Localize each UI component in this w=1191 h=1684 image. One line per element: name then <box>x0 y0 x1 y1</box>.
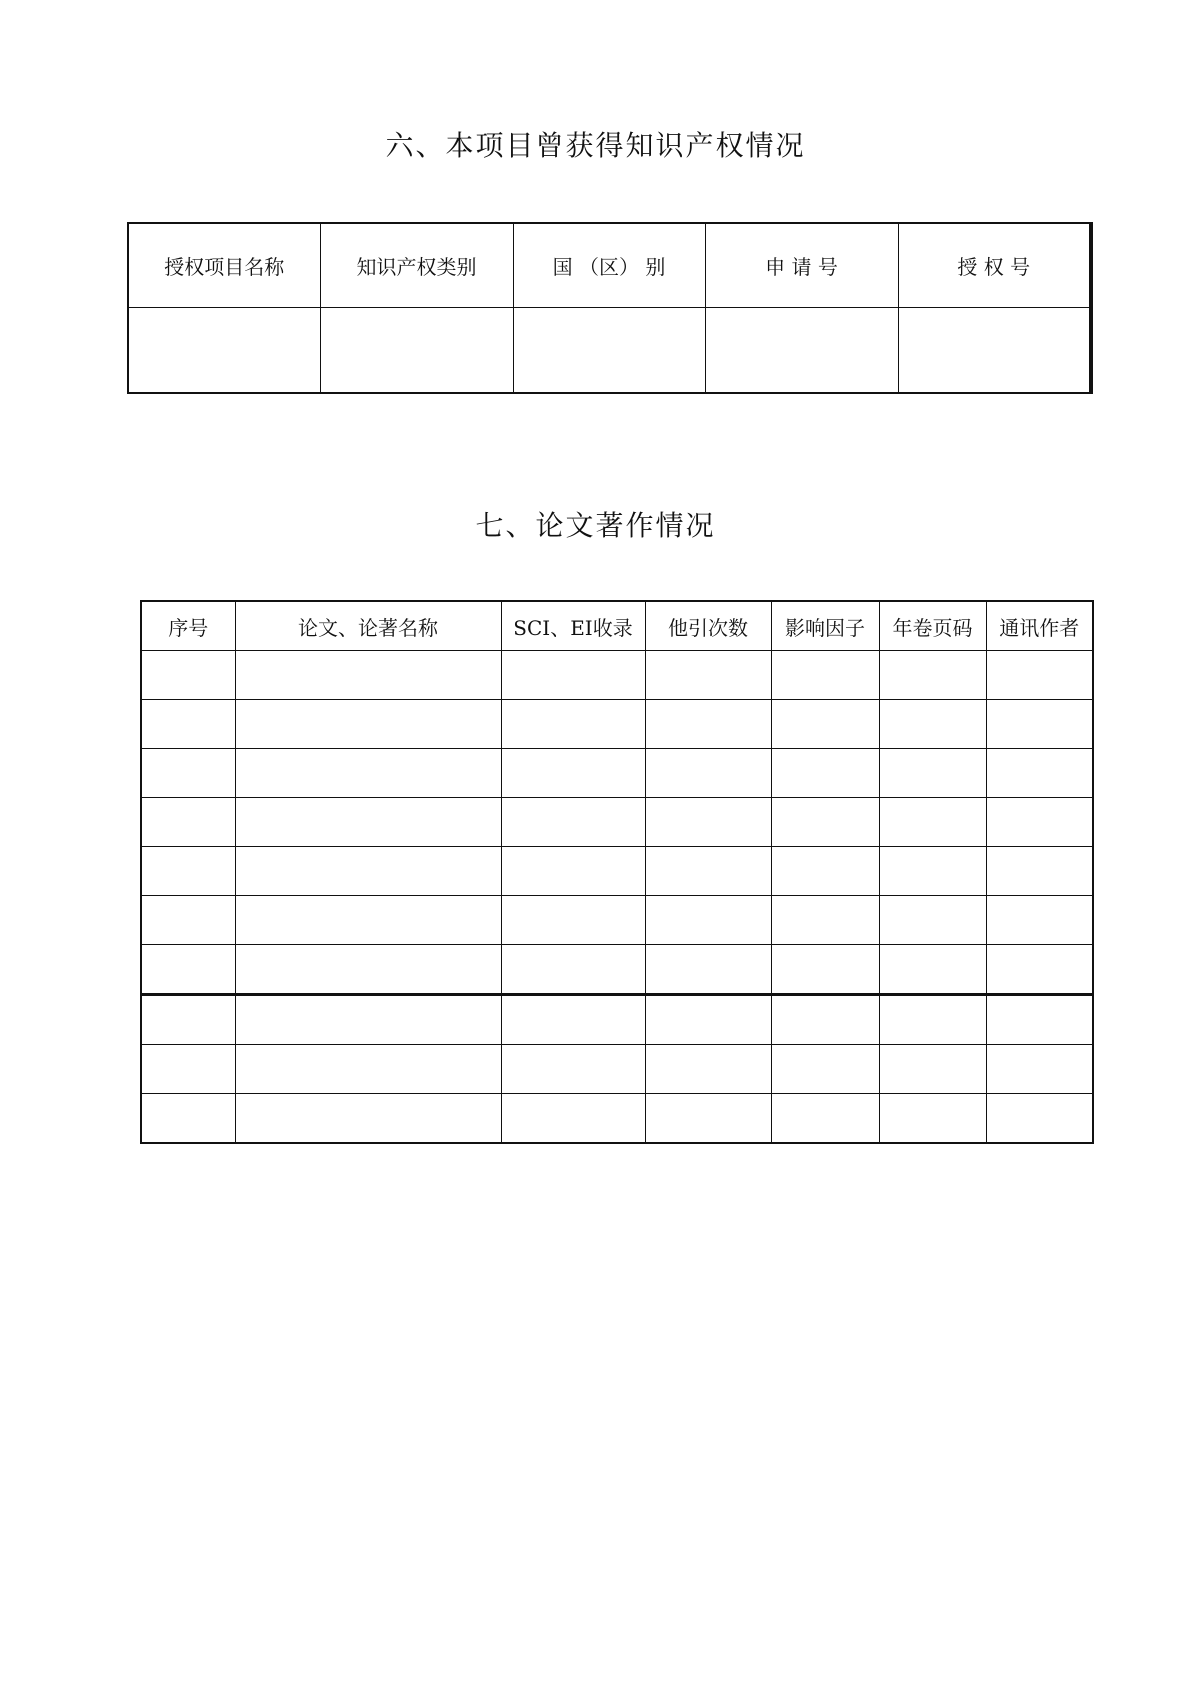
papers-cell-impact-factor[interactable] <box>771 651 879 700</box>
papers-cell-year-volume-page[interactable] <box>879 896 986 945</box>
papers-header-title: 论文、论著名称 <box>235 601 501 651</box>
papers-cell-title[interactable] <box>235 995 501 1045</box>
papers-header-row <box>141 601 1093 651</box>
papers-cell-citations[interactable] <box>645 798 771 847</box>
papers-cell-corresponding-author[interactable] <box>986 798 1093 847</box>
ip-table <box>127 222 1093 394</box>
ip-row <box>128 308 1091 394</box>
papers-cell-title[interactable] <box>235 749 501 798</box>
papers-cell-sci-ei[interactable] <box>501 749 645 798</box>
ip-header-application-number: 申 请 号 <box>705 223 898 308</box>
papers-header-citations: 他引次数 <box>645 601 771 651</box>
papers-header-impact-factor: 影响因子 <box>771 601 879 651</box>
papers-cell-title[interactable] <box>235 798 501 847</box>
papers-cell-citations[interactable] <box>645 749 771 798</box>
table-row <box>141 1045 1093 1094</box>
papers-cell-corresponding-author[interactable] <box>986 847 1093 896</box>
papers-cell-citations[interactable] <box>645 1045 771 1094</box>
papers-cell-citations[interactable] <box>645 896 771 945</box>
ip-header-ip-category: 知识产权类别 <box>320 223 513 308</box>
papers-cell-sci-ei[interactable] <box>501 1094 645 1144</box>
papers-cell-title[interactable] <box>235 1045 501 1094</box>
papers-cell-sci-ei[interactable] <box>501 651 645 700</box>
papers-cell-sci-ei[interactable] <box>501 995 645 1045</box>
papers-cell-year-volume-page[interactable] <box>879 798 986 847</box>
papers-cell-sci-ei[interactable] <box>501 847 645 896</box>
papers-cell-corresponding-author[interactable] <box>986 651 1093 700</box>
papers-cell-impact-factor[interactable] <box>771 700 879 749</box>
papers-cell-index[interactable] <box>141 945 235 995</box>
papers-cell-title[interactable] <box>235 896 501 945</box>
papers-cell-corresponding-author[interactable] <box>986 995 1093 1045</box>
table-row <box>141 700 1093 749</box>
ip-cell-grant-number[interactable] <box>898 308 1091 394</box>
ip-header-country: 国 （区） 别 <box>513 223 705 308</box>
papers-cell-year-volume-page[interactable] <box>879 847 986 896</box>
papers-cell-impact-factor[interactable] <box>771 798 879 847</box>
papers-cell-impact-factor[interactable] <box>771 1094 879 1144</box>
papers-cell-index[interactable] <box>141 847 235 896</box>
papers-cell-title[interactable] <box>235 1094 501 1144</box>
papers-cell-index[interactable] <box>141 1045 235 1094</box>
papers-cell-year-volume-page[interactable] <box>879 749 986 798</box>
papers-cell-sci-ei[interactable] <box>501 896 645 945</box>
papers-cell-corresponding-author[interactable] <box>986 1045 1093 1094</box>
papers-cell-citations[interactable] <box>645 995 771 1045</box>
ip-cell-application-number[interactable] <box>705 308 898 394</box>
ip-cell-project-name[interactable] <box>128 308 320 394</box>
table-row <box>141 847 1093 896</box>
papers-cell-sci-ei[interactable] <box>501 798 645 847</box>
papers-cell-year-volume-page[interactable] <box>879 1094 986 1144</box>
papers-header-sci-ei: SCI、EI收录 <box>501 601 645 651</box>
papers-header-index: 序号 <box>141 601 235 651</box>
table-row <box>141 798 1093 847</box>
papers-cell-index[interactable] <box>141 651 235 700</box>
papers-cell-citations[interactable] <box>645 945 771 995</box>
table-row <box>141 749 1093 798</box>
papers-cell-year-volume-page[interactable] <box>879 995 986 1045</box>
papers-cell-sci-ei[interactable] <box>501 945 645 995</box>
table-row <box>141 896 1093 945</box>
papers-cell-year-volume-page[interactable] <box>879 651 986 700</box>
papers-cell-citations[interactable] <box>645 651 771 700</box>
papers-header-year-volume-page: 年卷页码 <box>879 601 986 651</box>
papers-cell-corresponding-author[interactable] <box>986 896 1093 945</box>
papers-cell-corresponding-author[interactable] <box>986 945 1093 995</box>
papers-cell-citations[interactable] <box>645 700 771 749</box>
papers-cell-impact-factor[interactable] <box>771 995 879 1045</box>
ip-cell-ip-category[interactable] <box>320 308 513 394</box>
ip-section-title: 六、本项目曾获得知识产权情况 <box>385 129 806 162</box>
papers-cell-impact-factor[interactable] <box>771 896 879 945</box>
papers-cell-citations[interactable] <box>645 847 771 896</box>
table-row <box>141 995 1093 1045</box>
papers-cell-impact-factor[interactable] <box>771 749 879 798</box>
table-row <box>141 1094 1093 1144</box>
papers-cell-title[interactable] <box>235 700 501 749</box>
papers-section-title: 七、论文著作情况 <box>475 509 716 542</box>
papers-cell-citations[interactable] <box>645 1094 771 1144</box>
papers-cell-sci-ei[interactable] <box>501 700 645 749</box>
papers-cell-impact-factor[interactable] <box>771 1045 879 1094</box>
papers-cell-index[interactable] <box>141 896 235 945</box>
papers-cell-corresponding-author[interactable] <box>986 749 1093 798</box>
papers-cell-title[interactable] <box>235 651 501 700</box>
papers-cell-title[interactable] <box>235 847 501 896</box>
ip-header-row <box>128 223 1091 308</box>
papers-cell-corresponding-author[interactable] <box>986 700 1093 749</box>
ip-header-grant-number: 授 权 号 <box>898 223 1091 308</box>
ip-cell-country[interactable] <box>513 308 705 394</box>
papers-cell-year-volume-page[interactable] <box>879 700 986 749</box>
papers-cell-index[interactable] <box>141 798 235 847</box>
papers-cell-index[interactable] <box>141 995 235 1045</box>
table-row <box>141 651 1093 700</box>
papers-cell-year-volume-page[interactable] <box>879 1045 986 1094</box>
papers-cell-index[interactable] <box>141 749 235 798</box>
ip-header-project-name: 授权项目名称 <box>128 223 320 308</box>
papers-table <box>140 600 1094 1144</box>
papers-cell-year-volume-page[interactable] <box>879 945 986 995</box>
papers-cell-impact-factor[interactable] <box>771 945 879 995</box>
papers-cell-sci-ei[interactable] <box>501 1045 645 1094</box>
papers-header-corresponding-author: 通讯作者 <box>986 601 1093 651</box>
table-row <box>141 945 1093 995</box>
papers-cell-corresponding-author[interactable] <box>986 1094 1093 1144</box>
papers-cell-index[interactable] <box>141 700 235 749</box>
papers-cell-title[interactable] <box>235 945 501 995</box>
papers-cell-index[interactable] <box>141 1094 235 1144</box>
papers-cell-impact-factor[interactable] <box>771 847 879 896</box>
